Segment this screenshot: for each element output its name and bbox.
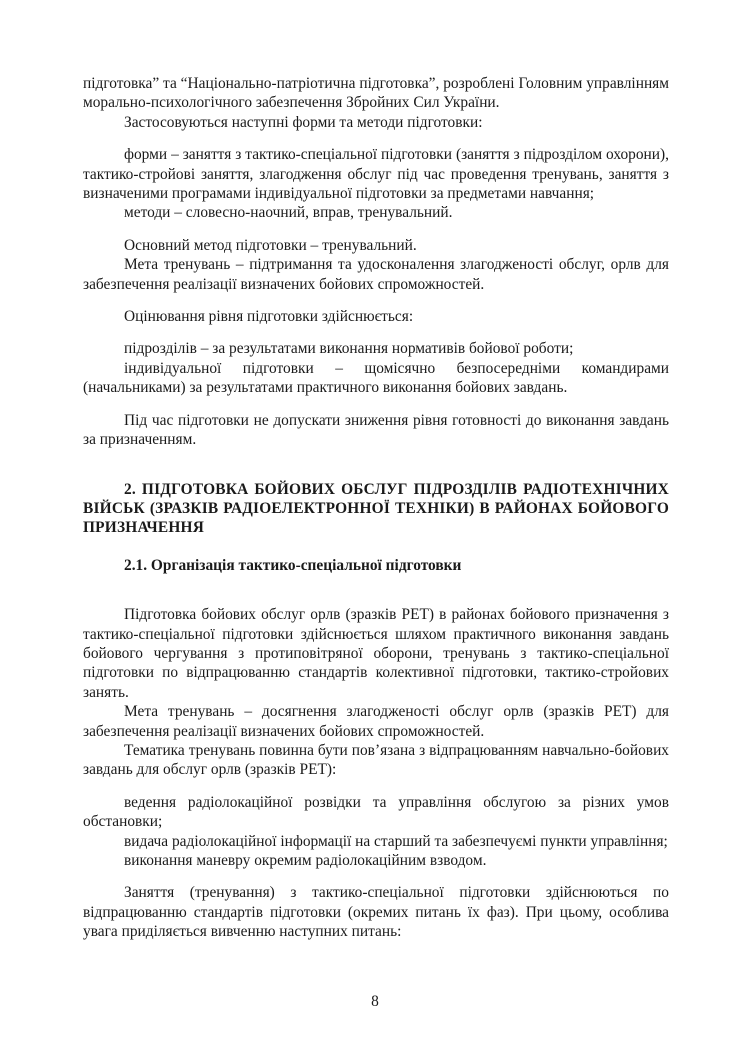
paragraph-classes: Заняття (тренування) з тактико-спеціальної підготовки здійснюються по відпрацюванню стандартів підготовки (окремих питань їх фаз). При цьому, особлива увага приділяється вивченню наступних питань: <box>83 884 669 941</box>
paragraph-methods: методи – словесно-наочний, вправ, тренувальний. <box>124 204 453 222</box>
paragraph-training-goal-2: Мета тренувань – досягнення злагодженості обслуг орлв (зразків РЕТ) для забезпечення реалізації визначених бойових спроможностей. <box>83 703 669 740</box>
paragraph-combat-crew-training: Підготовка бойових обслуг орлв (зразків РЕТ) в районах бойового призначення з тактико-спеціальної підготовки здійснюється шляхом практичного виконання завдань бойового чергування з протиповітряної оборони, тренувань з тактико-спеціальної підготовки по відпрацюванню стандартів колективної підготовки, тактико-стройових занять. <box>83 606 669 701</box>
paragraph-forms: форми – заняття з тактико-спеціальної підготовки (заняття з підрозділом охорони), тактико-стройові заняття, злагодження обслуг під час проведення тренувань, заняття з визначеними програмами індивідуальної підготовки за предметами навчання; <box>83 146 669 203</box>
list-item-radar-information: видача радіолокаційної інформації на старший та забезпечуємі пункти управління; <box>124 832 668 850</box>
paragraph-continuation: підготовка” та “Національно-патріотична підготовка”, розроблені Головним управлінням морально-психологічного забезпечення Збройних Сил України. <box>83 75 669 112</box>
paragraph-readiness: Під час підготовки не допускати зниження рівня готовності до виконання завдань за призначенням. <box>83 411 669 449</box>
document-page <box>83 74 669 942</box>
paragraph-training-goal: Мета тренувань – підтримання та удосконалення злагодженості обслуг, орлв для забезпечення реалізації визначених бойових спроможностей. <box>83 256 669 293</box>
subsection-heading: 2.1. Організація тактико-спеціальної підготовки <box>124 556 462 574</box>
list-item-maneuver: виконання маневру окремим радіолокаційним взводом. <box>124 852 487 869</box>
page-number: 8 <box>371 993 379 1010</box>
paragraph-forms-methods-intro: Застосовуються наступні форми та методи підготовки: <box>124 113 483 131</box>
list-item-radar-reconnaissance: ведення радіолокаційної розвідки та управління обслугою за різних умов обстановки; <box>83 793 669 831</box>
paragraph-training-topics: Тематика тренувань повинна бути пов’язана з відпрацюванням навчально-бойових завдань для обслуг орлв (зразків РЕТ): <box>83 741 669 779</box>
paragraph-main-method: Основний метод підготовки – тренувальний. <box>124 236 417 254</box>
paragraph-assessment-units: підрозділів – за результатами виконання нормативів бойової роботи; <box>124 340 574 358</box>
paragraph-assessment-intro: Оцінювання рівня підготовки здійснюється: <box>124 308 414 326</box>
section-heading: 2. ПІДГОТОВКА БОЙОВИХ ОБСЛУГ ПІДРОЗДІЛІВ РАДІОТЕХНІЧНИХ ВІЙСЬК (ЗРАЗКІВ РАДІОЕЛЕКТРОННОЇ ТЕХНІКИ) В РАЙОНАХ БОЙОВОГО ПРИЗНАЧЕННЯ <box>83 480 669 537</box>
paragraph-assessment-individual: індивідуальної підготовки – щомісячно безпосередніми командирами (начальниками) за результатами практичного виконання бойових завдань. <box>83 359 669 397</box>
